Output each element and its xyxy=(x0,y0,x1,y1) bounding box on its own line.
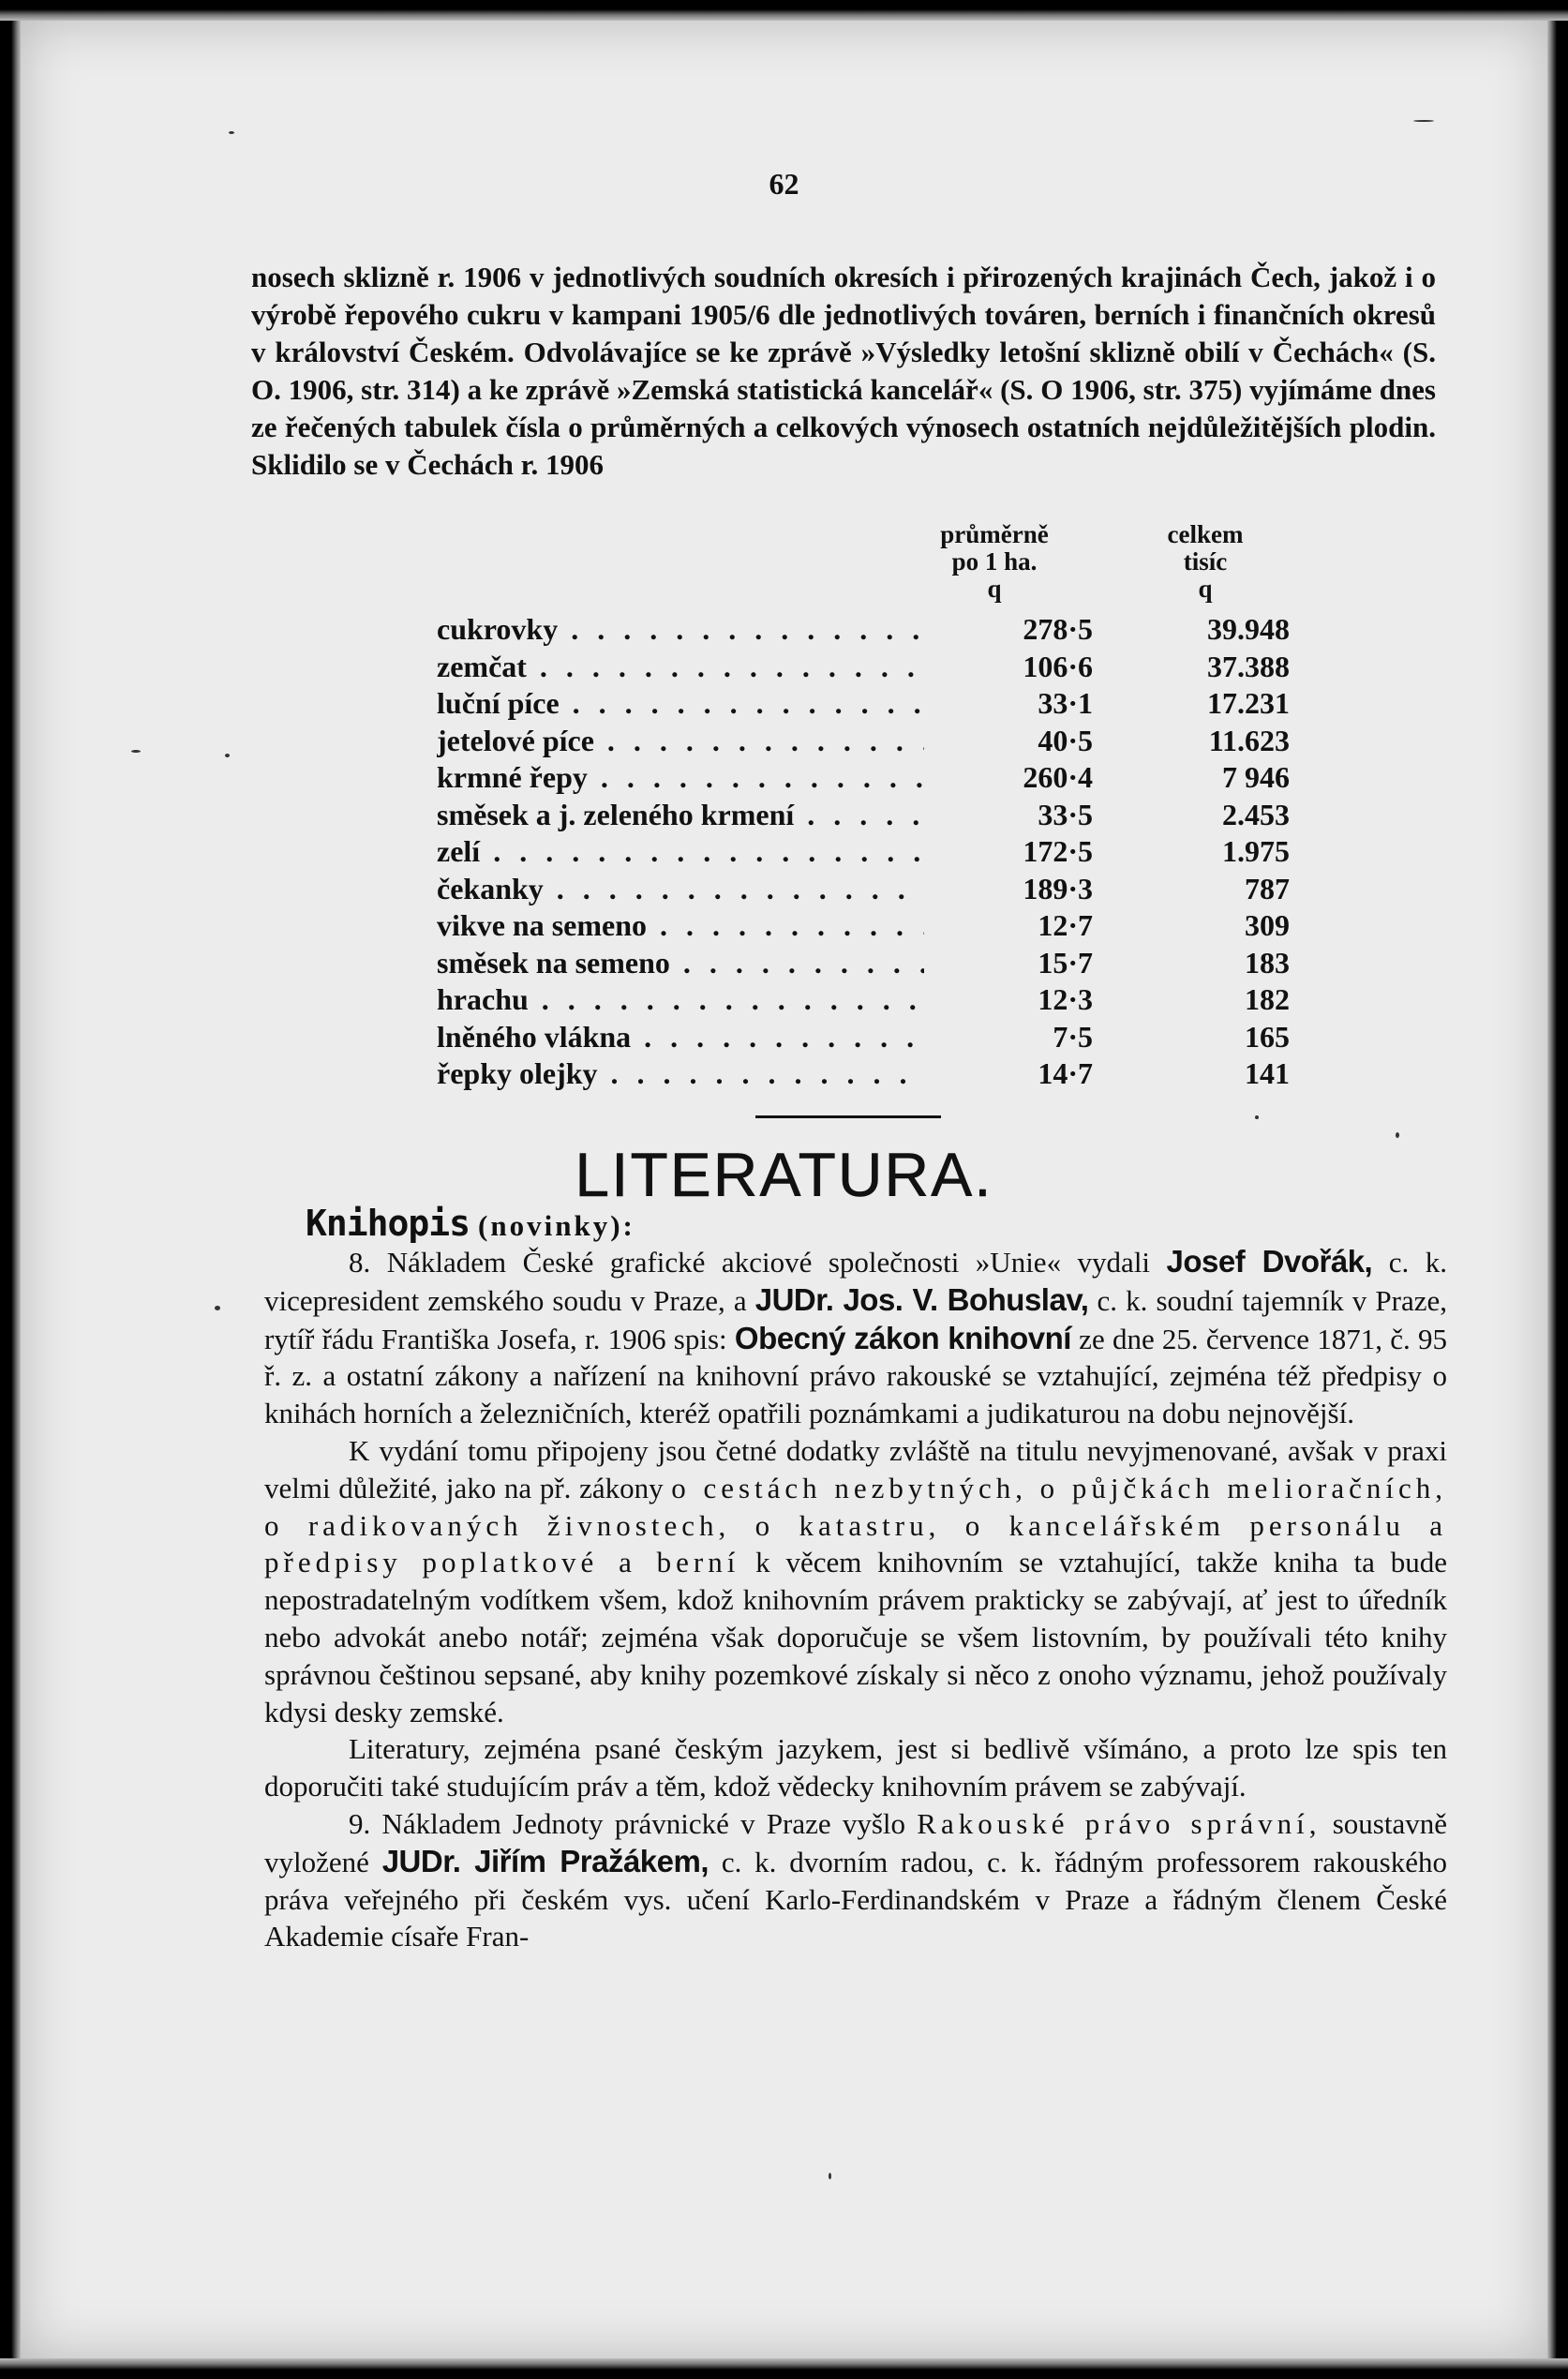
average-yield: 33·1 xyxy=(1038,686,1093,720)
table-row xyxy=(437,797,1468,834)
scan-border-top xyxy=(0,0,1568,21)
total-yield: 11.623 xyxy=(1208,723,1290,757)
subheading-note: (novinky): xyxy=(478,1209,635,1242)
print-speck xyxy=(131,750,141,753)
text-run: c. k. vicepresident zemského soudu v Praze, a xyxy=(264,1246,1447,1317)
emphasized-text: o cestách nezbytných, o půjčkách melioračních, o radikovaných živnostech, o katastru, o kancelářském personálu a předpisy poplatkové a berní xyxy=(264,1471,1447,1579)
print-speck xyxy=(215,1306,220,1310)
total-yield: 309 xyxy=(1245,908,1290,942)
print-speck xyxy=(829,2173,831,2179)
total-yield: 39.948 xyxy=(1207,612,1290,646)
subheading-title: Knihopis xyxy=(306,1203,470,1244)
text-run: 8. Nákladem České grafické akciové společnosti »Unie« vydali xyxy=(349,1246,1167,1279)
crop-label: luční píce . . . xyxy=(437,685,924,723)
total-yield: 7 946 xyxy=(1222,760,1290,794)
total-yield: 787 xyxy=(1245,871,1290,905)
total-yield: 183 xyxy=(1245,945,1290,980)
total-yield: 1.975 xyxy=(1222,834,1290,868)
column-header-average-unit: q xyxy=(987,575,1002,603)
item-9-paragraph xyxy=(264,1805,1447,1955)
text-run: 9. Nákladem Jednoty právnické v Praze vyšlo xyxy=(349,1806,918,1840)
table-row xyxy=(437,981,1468,1019)
crop-label: krmné řepy . . . xyxy=(437,759,924,797)
intro-text: nosech sklizně r. 1906 v jednotlivých soudních okresích i přirozených krajinách Čech, jakož i o výrobě řepového cukru v kampani 1905/6 dle jednotlivých továren, berních i finančních okresů v království Českém. Odvolávajíce se ke zprávě »Výsledky letošní sklizně obilí v Čechách« (S. O. 1906, str. 314) a ke zprávě »Zemská statistická kancelář« (S. O 1906, str. 375) vyjímáme dnes ze řečených tabulek čísla o průměrných a celkových výnosech ostatních nejdůležitějších plodin. Sklidilo se v Čechách r. 1906 xyxy=(251,261,1436,481)
table-row xyxy=(437,723,1468,760)
supplements-paragraph xyxy=(264,1432,1447,1730)
column-header-total-line: tisíc xyxy=(1183,547,1228,576)
section-title: LITERATURA. xyxy=(575,1140,993,1209)
table-row xyxy=(437,871,1468,908)
text-run: c. k. dvorním radou, c. k. řádným professorem rakouského práva veřejného při českém vys. učení Karlo-Ferdinandském v Praze a řádným členem České Akademie císaře Fran- xyxy=(264,1845,1447,1953)
subheading xyxy=(306,1203,635,1244)
table-row xyxy=(437,649,1468,686)
crop-label: hrachu . . . xyxy=(437,981,924,1019)
book-title: Rakouské právo správní, xyxy=(917,1806,1322,1840)
crop-label: vikve na semeno . . . xyxy=(437,907,924,945)
column-header-total-line: celkem xyxy=(1167,520,1244,548)
average-yield: 14·7 xyxy=(1038,1056,1093,1090)
average-yield: 7·5 xyxy=(1053,1019,1093,1054)
average-yield: 40·5 xyxy=(1038,723,1093,757)
table-row xyxy=(437,907,1468,945)
table-row xyxy=(437,611,1468,649)
crop-label: lněného vlákna . . . xyxy=(437,1019,924,1056)
section-divider xyxy=(755,1115,941,1118)
average-yield: 15·7 xyxy=(1038,945,1093,980)
average-yield: 106·6 xyxy=(1023,649,1093,683)
total-yield: 182 xyxy=(1245,982,1290,1016)
author-name: JUDr. Jiřím Pražákem, xyxy=(381,1843,709,1878)
total-yield: 2.453 xyxy=(1222,797,1290,831)
table-row xyxy=(437,833,1468,871)
literature-paragraph: Literatury, zejména psané českým jazykem, jest si bedlivě všímáno, a proto lze spis ten doporučiti také studujícím práv a těm, kdož vědecky knihovním právem se zabývají. xyxy=(264,1732,1447,1803)
text-run: k věcem knihovním se vztahující, takže kniha ta bude nepostradatelným vodítkem všem, kdož knihovním právem prakticky se zabývají, ať jest to úředník nebo advokát anebo notář; zejména však doporučuje se všem listovním, by používali této knihy správnou češtinou sepsané, aby knihy pozemkové získaly si něco z onoho významu, jehož používaly kdysi desky zemské. xyxy=(264,1546,1447,1728)
average-yield: 260·4 xyxy=(1023,760,1093,794)
average-yield: 172·5 xyxy=(1023,834,1093,868)
table-row xyxy=(437,685,1468,723)
table-row xyxy=(437,945,1468,982)
print-speck xyxy=(1413,120,1434,122)
total-yield: 17.231 xyxy=(1207,686,1290,720)
item-8-paragraph xyxy=(264,1243,1447,1432)
total-yield: 165 xyxy=(1245,1019,1290,1054)
column-header-average-line: průměrně xyxy=(940,520,1049,548)
crop-label: čekanky . . . xyxy=(437,871,924,908)
author-name: JUDr. Jos. V. Bohuslav, xyxy=(754,1281,1089,1317)
literature-body xyxy=(264,1243,1447,1955)
book-title: Obecný zákon knihovní xyxy=(734,1320,1071,1355)
table-row xyxy=(437,1055,1468,1093)
text-run: soustavně vyložené xyxy=(264,1806,1447,1878)
crop-label: směsek na semeno . . . xyxy=(437,945,924,982)
column-header-average-line: po 1 ha. xyxy=(951,547,1038,576)
crop-label: zelí . . . xyxy=(437,833,924,871)
crop-label: cukrovky . . . xyxy=(437,611,924,649)
print-speck xyxy=(1255,1115,1259,1119)
crop-label: směsek a j. zeleného krmení . . . xyxy=(437,797,924,834)
text-run: K vydání tomu připojeny jsou četné dodatky zvláště na titulu nevyjmenované, avšak v praxi velmi důležité, jako na př. zákony xyxy=(264,1433,1447,1504)
scan-border-bottom xyxy=(0,2358,1568,2379)
table-row xyxy=(437,1019,1468,1056)
average-yield: 189·3 xyxy=(1023,871,1093,905)
column-header-average xyxy=(905,521,1083,603)
average-yield: 33·5 xyxy=(1038,797,1093,831)
column-header-total-unit: q xyxy=(1198,575,1213,603)
text-run: ze dne 25. července 1871, č. 95 ř. z. a ostatní zákony a nařízení na knihovní právo rakouské se vztahující, zejména též předpisy o knihách horních a železničních, kteréž opatřili poznámkami a judikaturou na dobu nejnovější. xyxy=(264,1322,1447,1430)
average-yield: 278·5 xyxy=(1023,612,1093,646)
print-speck xyxy=(1396,1132,1399,1138)
crop-label: zemčat . . . xyxy=(437,649,924,686)
total-yield: 141 xyxy=(1245,1056,1290,1090)
intro-paragraph xyxy=(251,259,1436,484)
print-speck xyxy=(229,131,234,134)
author-name: Josef Dvořák, xyxy=(1166,1244,1373,1279)
page-number: 62 xyxy=(769,167,799,201)
print-speck xyxy=(225,754,230,757)
column-header-total xyxy=(1121,521,1290,603)
average-yield: 12·7 xyxy=(1038,908,1093,942)
total-yield: 37.388 xyxy=(1207,649,1290,683)
crop-yield-table xyxy=(437,611,1468,1093)
crop-label: jetelové píce . . . xyxy=(437,723,924,760)
crop-label: řepky olejky . . . xyxy=(437,1055,924,1093)
average-yield: 12·3 xyxy=(1038,982,1093,1016)
text-run: c. k. soudní tajemník v Praze, rytíř řádu Františka Josefa, r. 1906 spis: xyxy=(264,1283,1447,1355)
table-row xyxy=(437,759,1468,797)
